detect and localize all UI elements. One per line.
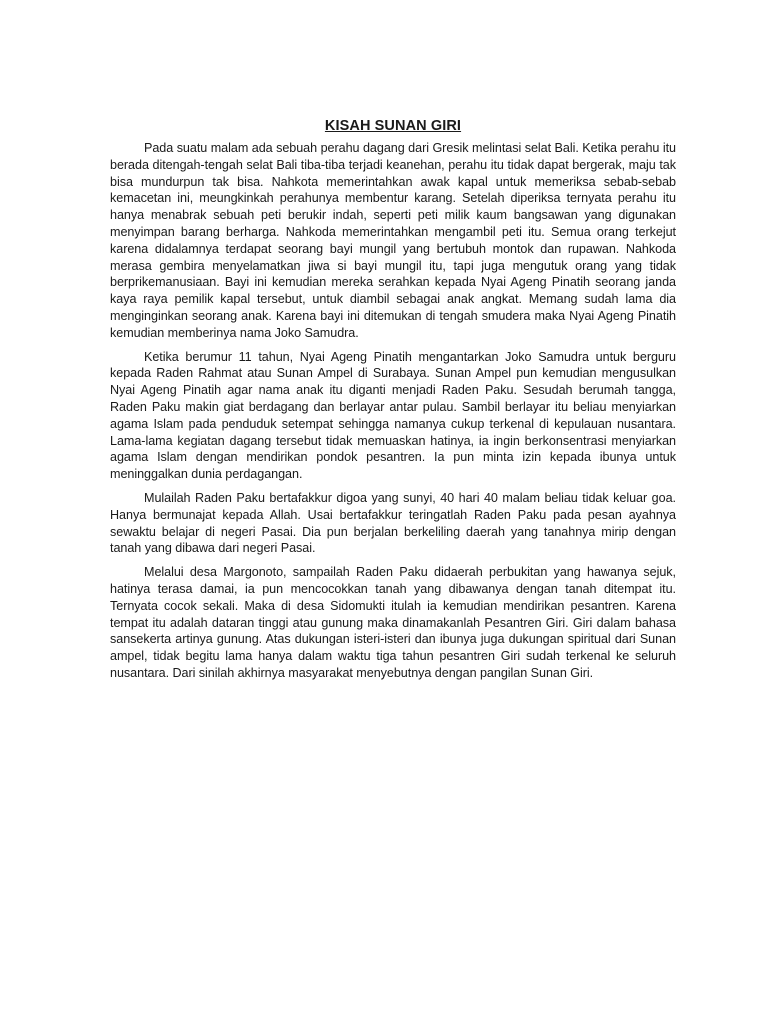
document-page xyxy=(110,118,676,689)
document-title: KISAH SUNAN GIRI xyxy=(324,118,462,134)
paragraph-4: Melalui desa Margonoto, sampailah Raden Paku didaerah perbukitan yang hawanya sejuk, hatinya terasa damai, ia pun mencocokkan tanah yang dibawanya dengan tanah ditempat itu. Ternyata cocok sekali. Maka di desa Sidomukti itulah ia kemudian mendirikan pesantren. Karena tempat itu adalah dataran tinggi atau gunung maka dinamakanlah Pesantren Giri. Giri dalam bahasa sansekerta artinya gunung. Atas dukungan isteri-isteri dan ibunya juga dukungan spiritual dari Sunan ampel, tidak begitu lama hanya dalam waktu tiga tahun pesantren Giri sudah terkenal ke seluruh nusantara. Dari sinilah akhirnya masyarakat menyebutnya dengan pangilan Sunan Giri. xyxy=(110,565,676,680)
paragraph-1: Pada suatu malam ada sebuah perahu dagang dari Gresik melintasi selat Bali. Ketika perahu itu berada ditengah-tengah selat Bali tiba-tiba terjadi keanehan, perahu itu tidak dapat bergerak, maju tak bisa mundurpun tak bisa. Nahkota memerintahkan awak kapal untuk memeriksa sebab-sebab kemacetan ini, meungkinkah perahunya membentur karang. Setelah diperiksa ternyata perahu itu hanya menabrak sebuah peti berukir indah, seperti peti milik kaum bangsawan yang digunakan menyimpan barang berharga. Nahkoda memerintahkan mengambil peti itu. Semua orang terkejut karena didalamnya terdapat seorang bayi mungil yang bertubuh montok dan rupawan. Nahkoda merasa gembira menyelamatkan jiwa si bayi mungil itu, tapi juga mengutuk orang yang tidak berprikemanusiaan. Bayi ini kemudian mereka serahkan kepada Nyai Ageng Pinatih seorang janda kaya raya pemilik kapal tersebut, untuk diambil sebagai anak angkat. Memang sudah lama dia menginginkan seorang anak. Karena bayi ini ditemukan di tengah smudera maka Nyai Ageng Pinatih kemudian memberinya nama Joko Samudra. xyxy=(110,141,676,340)
paragraph-2: Ketika berumur 11 tahun, Nyai Ageng Pinatih mengantarkan Joko Samudra untuk berguru kepada Raden Rahmat atau Sunan Ampel di Surabaya. Sunan Ampel pun kemudian mengusulkan Nyai Ageng Pinatih agar nama anak itu diganti menjadi Raden Paku. Sesudah berumah tangga, Raden Paku makin giat berdagang dan berlayar antar pulau. Sambil berlayar itu beliau menyiarkan agama Islam pada penduduk setempat sehingga namanya cukup terkenal di kepulauan nusantara. Lama-lama kegiatan dagang tersebut tidak memuaskan hatinya, ia ingin berkonsentrasi menyiarkan agama Islam dengan mendirikan pondok pesantren. Ia pun minta izin kepada ibunya untuk meninggalkan dunia perdagangan. xyxy=(110,349,676,482)
paragraph-3: Mulailah Raden Paku bertafakkur digoa yang sunyi, 40 hari 40 malam beliau tidak keluar goa. Hanya bermunajat kepada Allah. Usai bertafakkur teringatlah Raden Paku pada pesan ayahnya sewaktu belajar di negeri Pasai. Dia pun berjalan berkeliling daerah yang tanahnya mirip dengan tanah yang dibawa dari negeri Pasai. xyxy=(110,490,676,556)
